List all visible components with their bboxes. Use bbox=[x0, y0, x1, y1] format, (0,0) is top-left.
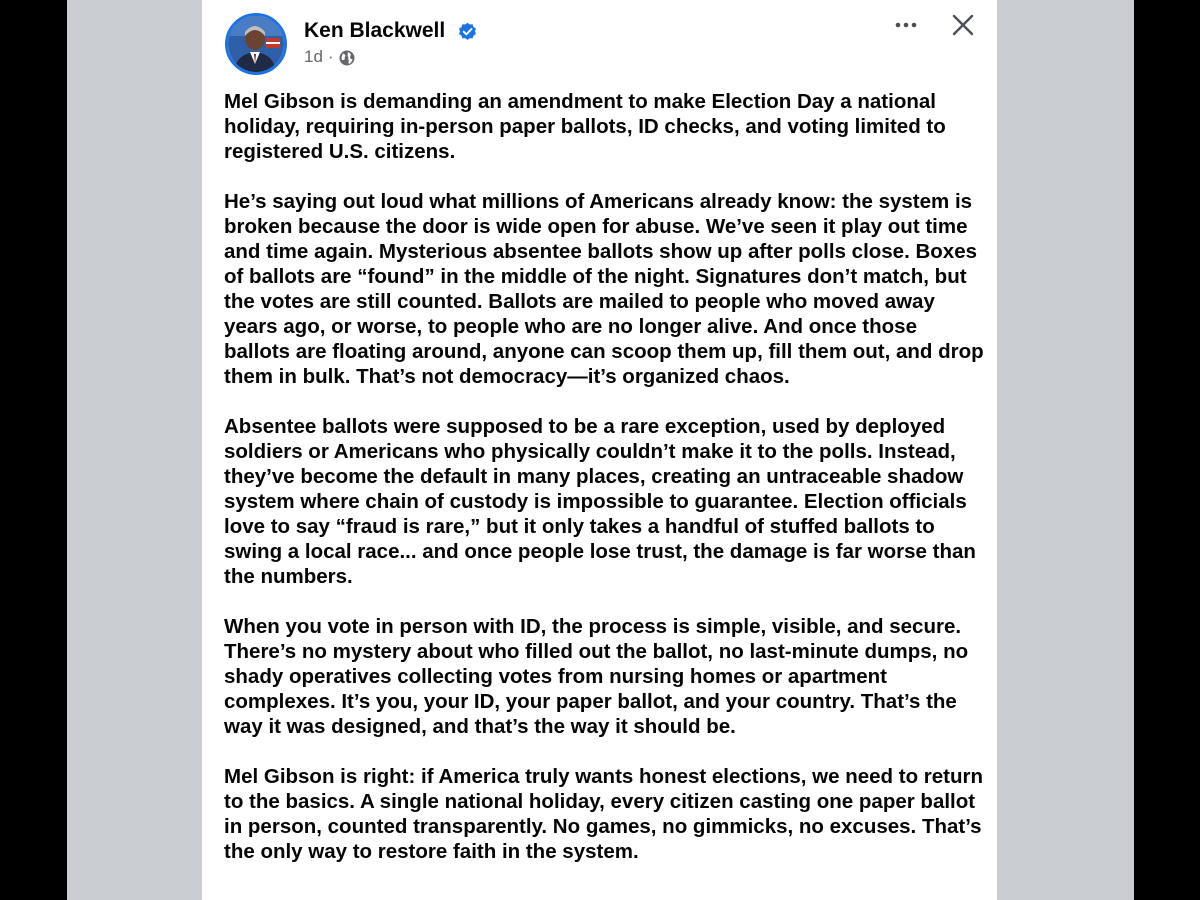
profile-photo-icon bbox=[228, 16, 284, 72]
post-paragraph: He’s saying out loud what millions of Americans already know: the system is broken because the door is wide open for abuse. We’ve seen it play out time and time again. Mysterious absentee ballots show up after polls close. Boxes of ballots are “found” in the middle of the night. Signatures don’t match, but the votes are still counted. Ballots are mailed to people who moved away years ago, or worse, to people who are no longer alive. And once those ballots are floating around, anyone can scoop them up, fill them out, and drop them in bulk. That’s not democracy—it’s organized chaos. bbox=[224, 190, 984, 388]
more-options-button[interactable] bbox=[891, 12, 921, 38]
post-card bbox=[202, 0, 997, 900]
post-paragraph: Mel Gibson is demanding an amendment to make Election Day a national holiday, requiring in-person paper ballots, ID checks, and voting limited to registered U.S. citizens. bbox=[224, 90, 946, 163]
right-side-panel bbox=[997, 0, 1134, 900]
post-paragraph: Absentee ballots were supposed to be a rare exception, used by deployed soldiers or Americans who physically couldn’t make it to the polls. Instead, they’ve become the default in many places, creating an untraceable shadow system where chain of custody is impossible to guarantee. Election officials love to say “fraud is rare,” but it only takes a handful of stuffed ballots to swing a local race... and once people lose trust, the damage is far worse than the numbers. bbox=[224, 415, 976, 588]
author-name[interactable]: Ken Blackwell bbox=[304, 19, 446, 42]
avatar[interactable] bbox=[225, 13, 287, 75]
meta-separator: · bbox=[327, 47, 334, 66]
post-timestamp[interactable]: 1d bbox=[304, 47, 323, 66]
post-paragraph: When you vote in person with ID, the process is simple, visible, and secure. There’s no mystery about who filled out the ballot, no last-minute dumps, no shady operatives collecting votes from nursing homes or apartment complexes. It’s you, your ID, your paper ballot, and your country. That’s the way it was designed, and that’s the way it should be. bbox=[224, 615, 969, 738]
globe-icon[interactable] bbox=[339, 50, 355, 66]
close-icon bbox=[952, 14, 974, 36]
post-paragraph: Mel Gibson is right: if America truly wants honest elections, we need to return to the basics. A single national holiday, every citizen casting one paper ballot in person, counted transparently. No games, no gimmicks, no excuses. That’s the only way to restore faith in the system. bbox=[224, 765, 984, 863]
more-options-icon bbox=[895, 22, 917, 28]
post-meta bbox=[304, 46, 355, 68]
close-button[interactable] bbox=[948, 10, 978, 40]
post-text bbox=[224, 89, 986, 889]
left-side-panel bbox=[67, 0, 202, 900]
verified-badge-icon bbox=[458, 22, 477, 41]
